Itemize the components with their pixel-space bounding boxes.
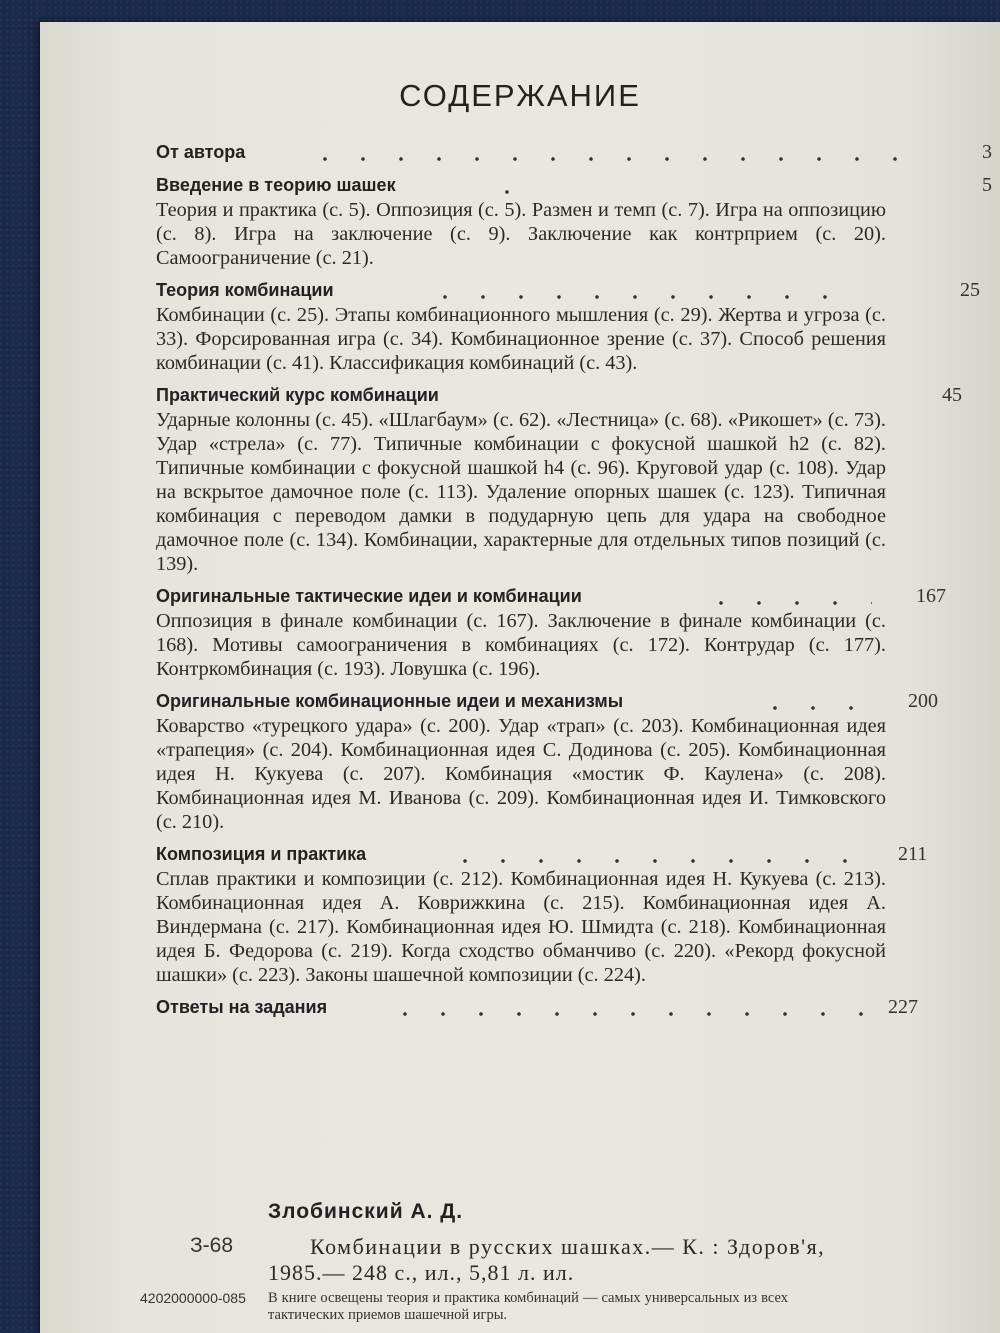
table-of-contents — [156, 140, 992, 1028]
index-code: 4202000000-085 — [140, 1290, 246, 1306]
toc-entry — [156, 140, 992, 165]
toc-heading — [156, 278, 986, 303]
toc-entry — [156, 995, 986, 1020]
toc-heading — [156, 584, 986, 609]
toc-heading-text: Ответы на задания — [156, 997, 328, 1017]
book-title: Комбинации в русских шашках.— К. : Здоров'я, — [310, 1234, 826, 1259]
toc-heading — [156, 995, 986, 1020]
toc-entry — [156, 689, 986, 834]
leader-dots — [306, 157, 926, 161]
toc-heading — [156, 140, 992, 165]
toc-page-number: 45 — [942, 384, 962, 406]
leader-dots — [446, 859, 866, 863]
page-title: СОДЕРЖАНИЕ — [399, 78, 641, 113]
toc-heading-text: От автора — [156, 142, 246, 162]
toc-page-number: 25 — [960, 279, 980, 301]
toc-heading — [156, 689, 986, 714]
leader-dots — [702, 601, 872, 605]
leader-dots — [488, 190, 538, 194]
toc-page-number: 211 — [898, 843, 928, 865]
toc-page-number: 200 — [908, 690, 938, 712]
toc-page-number: 5 — [982, 174, 992, 196]
toc-heading-text: Теория комбинации — [156, 280, 334, 300]
toc-heading-text: Оригинальные комбинационные идеи и механизмы — [156, 691, 624, 711]
toc-heading-text: Практический курс комбинации — [156, 385, 439, 405]
toc-page-number: 3 — [982, 141, 992, 163]
toc-subtopics: Сплав практики и композиции (с. 212). Комбинационная идея Н. Кукуева (с. 213). Комбинационная идея А. Коврижкина (с. 215). Комбинационная идея А. Виндермана (с. 217). Комбинационная идея Ю. Шмидта (с. 218). Комбинационная идея Б. Федорова (с. 219). Когда сходство обманчиво (с. 220). «Рекорд фокусной шашки» (с. 223). Законы шашечной композиции (с. 224). — [156, 868, 886, 986]
toc-subtopics: Комбинации (с. 25). Этапы комбинационного мышления (с. 29). Жертва и угроза (с. 33). Форсированная игра (с. 34). Комбинационное зрение (с. 37). Способ решения комбинации (с. 41). Классификация комбинаций (с. 43). — [156, 304, 886, 374]
toc-entry — [156, 584, 986, 681]
toc-heading — [156, 383, 986, 408]
toc-entry — [156, 278, 986, 375]
toc-subtopics: Коварство «турецкого удара» (с. 200). Удар «трап» (с. 203). Комбинационная идея «трапеция» (с. 204). Комбинационная идея С. Додинова (с. 205). Комбинационная идея Н. Кукуева (с. 207). Комбинация «мостик Ф. Каулена» (с. 208). Комбинационная идея М. Иванова (с. 209). Комбинационная идея И. Тимковского (с. 210). — [156, 715, 886, 833]
leader-dots — [386, 1012, 886, 1016]
toc-subtopics: Ударные колонны (с. 45). «Шлагбаум» (с. 62). «Лестница» (с. 68). «Рикошет» (с. 73). Удар «стрела» (с. 77). Типичные комбинации с фокусной шашкой h2 (с. 82). Типичные комбинации с фокусной шашкой h4 (с. 96). Круговой удар (с. 108). Удар на вскрытое дамочное поле (с. 113). Удаление опорных шашек (с. 123). Типичная комбинация с переводом дамки в подударную цепь для удара на свободное дамочное поле (с. 134). Комбинации, характерные для отдельных типов позиций (с. 139). — [156, 409, 886, 575]
toc-page-number: 167 — [916, 585, 946, 607]
toc-entry — [156, 173, 992, 270]
toc-entry — [156, 383, 986, 576]
toc-heading — [156, 173, 992, 198]
toc-heading-text: Оригинальные тактические идеи и комбинации — [156, 586, 582, 606]
book-imprint: 1985.— 248 с., ил., 5,81 л. ил. — [268, 1260, 575, 1285]
bibliographic-record — [190, 1200, 910, 1324]
book-page — [40, 22, 1000, 1333]
toc-subtopics: Теория и практика (с. 5). Оппозиция (с. 5). Размен и темп (с. 7). Игра на оппозицию (с. 8). Игра на заключение (с. 9). Заключение как контрприем (с. 20). Самоограничение (с. 21). — [156, 199, 886, 269]
toc-entry — [156, 842, 986, 987]
leader-dots — [426, 295, 856, 299]
book-author: Злобинский А. Д. — [268, 1200, 464, 1223]
leader-dots — [756, 706, 886, 710]
book-annotation: В книге освещены теория и практика комбинаций — самых универсальных из всех тактических приемов шашечной игры. — [268, 1290, 788, 1323]
library-code: З-68 — [190, 1234, 234, 1257]
toc-page-number: 227 — [888, 996, 918, 1018]
toc-subtopics: Оппозиция в финале комбинации (с. 167). Заключение в финале комбинации (с. 168). Мотивы самоограничения в комбинациях (с. 172). Контрудар (с. 177). Контркомбинация (с. 193). Ловушка (с. 196). — [156, 610, 886, 680]
toc-heading-text: Введение в теорию шашек — [156, 175, 396, 195]
toc-heading — [156, 842, 986, 867]
toc-heading-text: Композиция и практика — [156, 844, 367, 864]
